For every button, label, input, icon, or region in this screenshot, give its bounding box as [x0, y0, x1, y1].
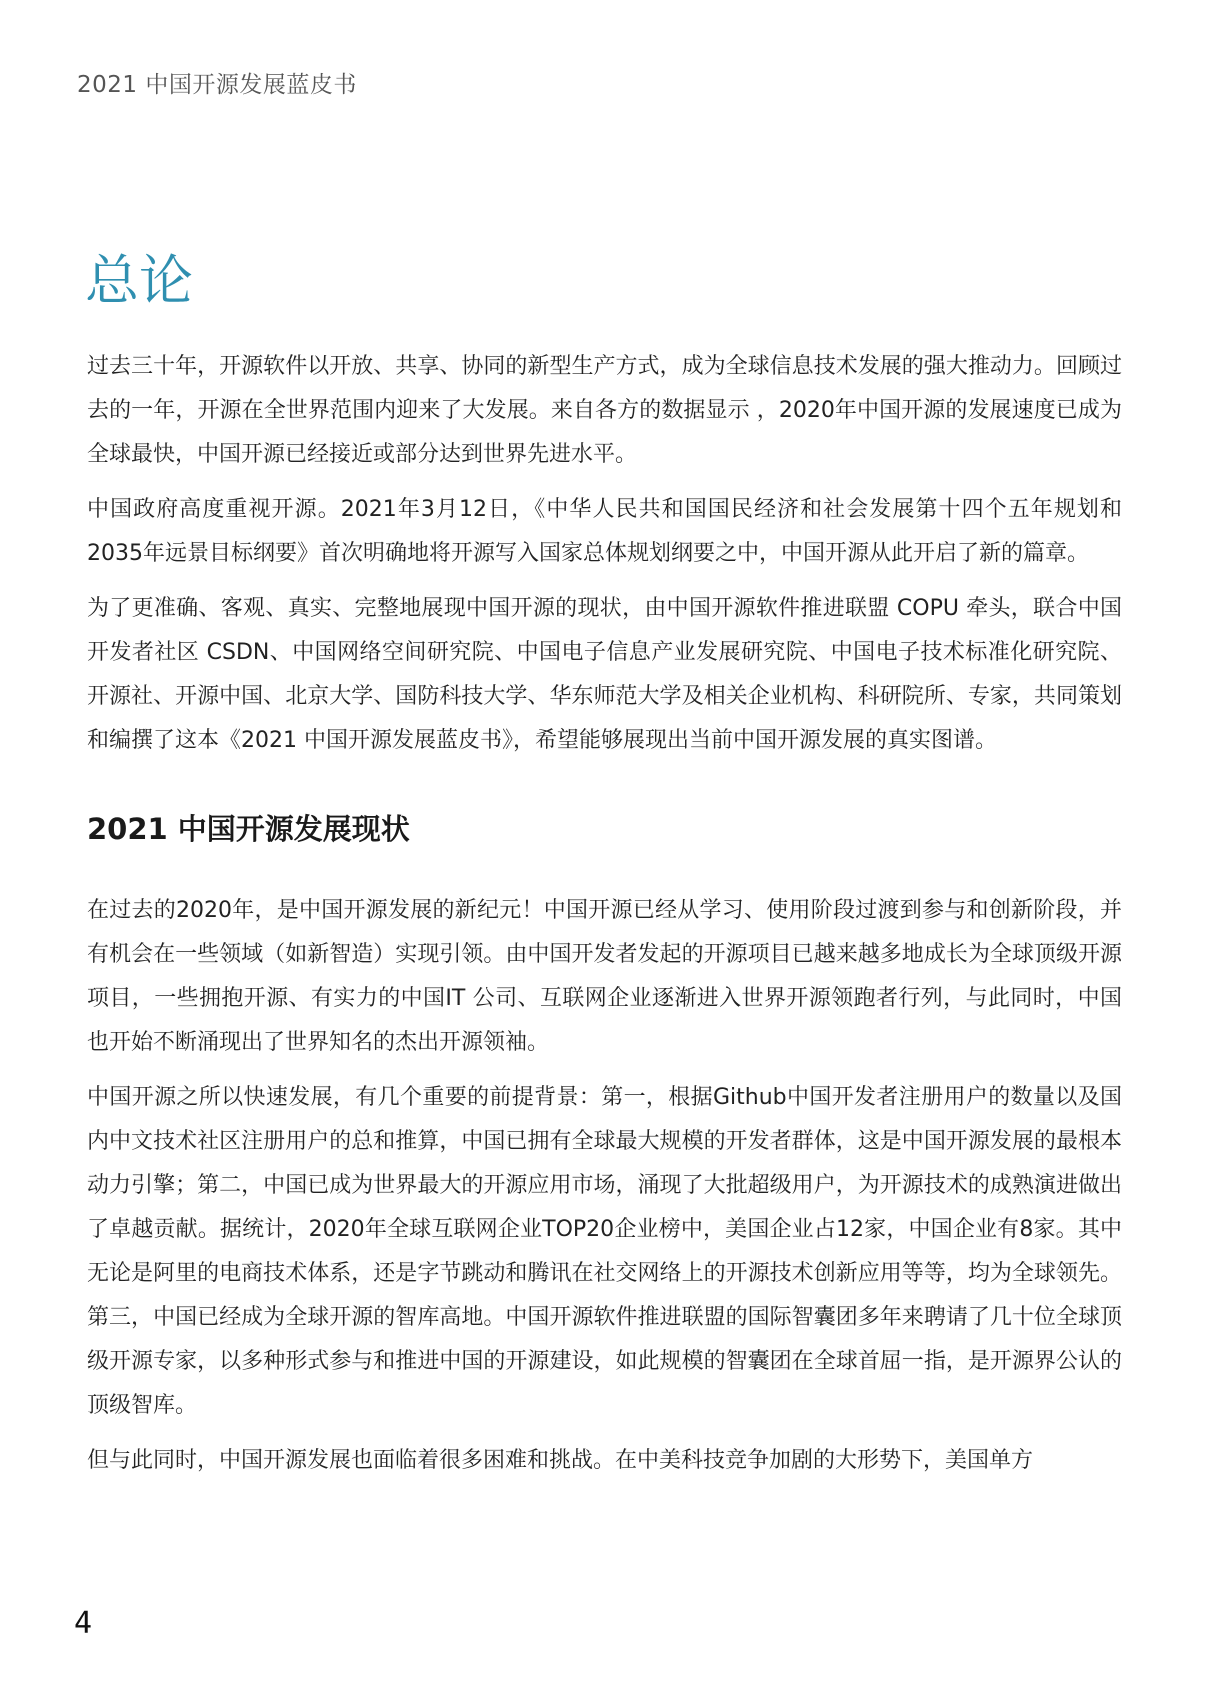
page-number: 4	[74, 1606, 93, 1641]
section-paragraph-2: 中国开源之所以快速发展，有几个重要的前提背景：第一，根据Github中国开发者注册用户的数量以及国内中文技术社区注册用户的总和推算，中国已拥有全球最大规模的开发者群体，这是中国开源发展的最根本动力引擎；第二，中国已成为世界最大的开源应用市场，涌现了大批超级用户，为开源技术的成熟演进做出了卓越贡献。据统计，2020年全球互联网企业TOP20企业榜中，美国企业占12家，中国企业有8家。其中无论是阿里的电商技术体系，还是字节跳动和腾讯在社交网络上的开源技术创新应用等等，均为全球领先。第三，中国已经成为全球开源的智库高地。中国开源软件推进联盟的国际智囊团多年来聘请了几十位全球顶级开源专家，以多种形式参与和推进中国的开源建设，如此规模的智囊团在全球首屈一指，是开源界公认的顶级智库。	[87, 1085, 1122, 1418]
section-paragraph-3: 但与此同时，中国开源发展也面临着很多困难和挑战。在中美科技竞争加剧的大形势下，美国单方	[87, 1448, 1034, 1473]
section-paragraph-1: 在过去的2020年，是中国开源发展的新纪元！中国开源已经从学习、使用阶段过渡到参与和创新阶段，并有机会在一些领域（如新智造）实现引领。由中国开发者发起的开源项目已越来越多地成长为全球顶级开源项目，一些拥抱开源、有实力的中国IT 公司、互联网企业逐渐进入世界开源领跑者行列，与此同时，中国也开始不断涌现出了世界知名的杰出开源领袖。	[87, 898, 1122, 1055]
intro-paragraph-1: 过去三十年，开源软件以开放、共享、协同的新型生产方式，成为全球信息技术发展的强大推动力。回顾过去的一年，开源在全世界范围内迎来了大发展。来自各方的数据显示 ，2020年中国开源的发展速度已成为全球最快，中国开源已经接近或部分达到世界先进水平。	[87, 354, 1122, 467]
intro-paragraph-3: 为了更准确、客观、真实、完整地展现中国开源的现状，由中国开源软件推进联盟 COPU 牵头，联合中国开发者社区 CSDN、中国网络空间研究院、中国电子信息产业发展研究院、中国电子技术标准化研究院、开源社、开源中国、北京大学、国防科技大学、华东师范大学及相关企业机构、科研院所、专家，共同策划和编撰了这本《2021 中国开源发展蓝皮书》，希望能够展现出当前中国开源发展的真实图谱。	[87, 596, 1122, 753]
section-title: 2021 中国开源发展现状	[87, 812, 410, 846]
body-content	[87, 345, 1122, 1494]
running-header: 2021 中国开源发展蓝皮书	[77, 72, 357, 98]
intro-paragraph-2: 中国政府高度重视开源。2021年3月12日，《中华人民共和国国民经济和社会发展第十四个五年规划和2035年远景目标纲要》首次明确地将开源写入国家总体规划纲要之中，中国开源从此开启了新的篇章。	[87, 497, 1122, 566]
chapter-title: 总论	[85, 249, 193, 312]
